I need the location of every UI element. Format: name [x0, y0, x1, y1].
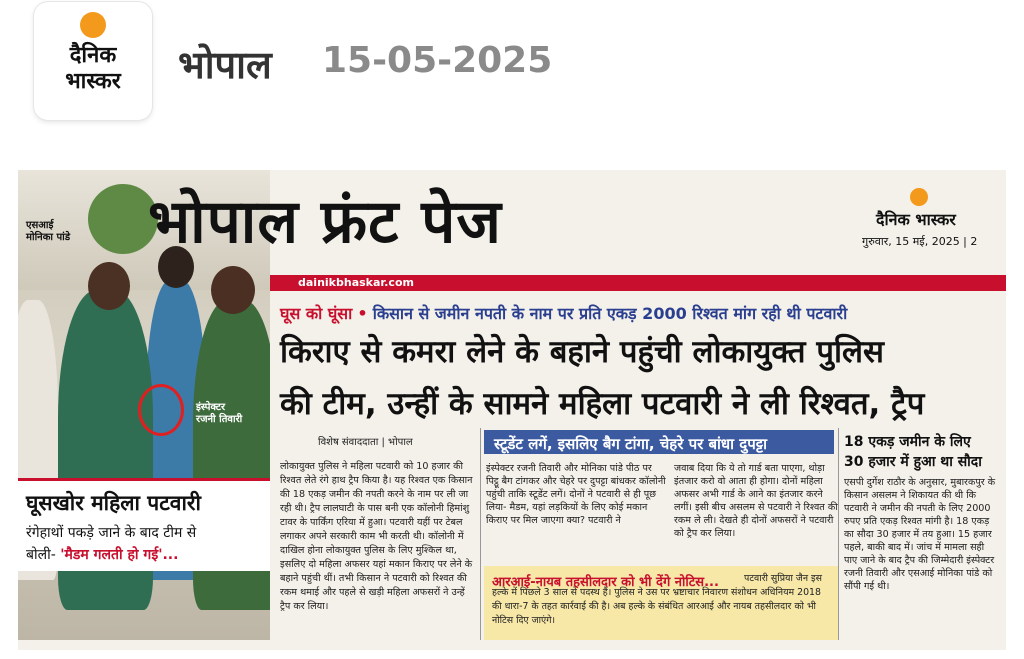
photo-caption-box: [18, 478, 270, 571]
story-kicker: घूस को घूंसा • किसान से जमीन नपती के नाम पर प्रति एकड़ 2000 रिश्वत मांग रही थी पटवारी: [280, 304, 848, 323]
caption-quote-line: बोली- 'मैडम गलती हो गई'...: [26, 547, 179, 563]
sidebar-headline-2: 30 हजार में हुआ था सौदा: [844, 454, 982, 470]
newspaper-page[interactable]: [18, 170, 1006, 650]
story-body-col3: जवाब दिया कि ये तो गार्ड बता पाएगा, थोड़ा इंतजार करो वो आता ही होगा। दोनों महिला अफसर अभी गार्ड के आने का इंतजार करने लगीं। इसी बीच असलम से पटवारी ने रिश्वत की रकम ले ली। देखते ही दोनों अफसरों ने पटवारी को ट्रैप कर लिया।: [674, 463, 838, 539]
sun-icon: [910, 188, 928, 206]
site-url: dainikbhaskar.com: [298, 276, 414, 289]
app-logo[interactable]: [34, 2, 152, 120]
caption-headline: घूसखोर महिला पटवारी: [26, 491, 201, 515]
caption-subline: रंगेहाथों पकड़े जाने के बाद टीम से: [26, 525, 197, 541]
subhead-title: स्टूडेंट लगें, इसलिए बैग टांगा, चेहरे पर बांधा दुपट्टा: [494, 435, 767, 453]
masthead-name: दैनिक भास्कर: [876, 210, 956, 229]
logo-text-line2: भास्कर: [65, 69, 121, 94]
edition-date: 15-05-2025: [322, 40, 553, 81]
sun-icon: [80, 12, 106, 38]
sidebar-headline-1: 18 एकड़ जमीन के लिए: [844, 434, 971, 450]
logo-text-line1: दैनिक: [69, 43, 117, 68]
highlight-circle: [138, 384, 184, 436]
edition-city: भोपाल: [178, 43, 272, 87]
byline: विशेष संवाददाता | भोपाल: [318, 437, 413, 448]
photo-label-inspector: इंस्पेक्टर रजनी तिवारी: [196, 402, 243, 425]
story-body-col2: इंस्पेक्टर रजनी तिवारी और मोनिका पांडे पीठ पर पिट्ठू बैग टांगकर और चेहरे पर दुपट्टा बांधकर कॉलोनी पहुंची ताकि स्टूडेंट लगें। दोनों ने पटवारी से ही पूछ लिया- मैडम, यहां लड़कियों के लिए कोई मकान किराए पर मिल जाएगा क्या? पटवारी ने: [486, 463, 666, 526]
front-page-title: भोपाल फ्रंट पेज: [148, 187, 502, 257]
headline-line-1: किराए से कमरा लेने के बहाने पहुंची लोकायुक्त पुलिस: [280, 334, 885, 370]
headline-line-2: की टीम, उन्हीं के सामने महिला पटवारी ने ली रिश्वत, ट्रैप: [280, 386, 925, 422]
masthead-date: गुरुवार, 15 मई, 2025 | 2: [862, 235, 978, 248]
photo-label-si: एसआई मोनिका पांडे: [26, 220, 71, 243]
story-body-col1: लोकायुक्त पुलिस ने महिला पटवारी को 10 हजार की रिश्वत लेते रंगे हाथ ट्रैप किया है। यह रिश्वत एक किसान की 18 एकड़ जमीन की नपती करने के नाम पर ली जा रही थी। ट्रैप लालघाटी के पास बनी एक कॉलोनी हिमांशु टावर के पार्किंग एरिया में हुआ। पटवारी यहीं पर टेबल लगाकर अपने सरकारी काम भी करती थी। कॉलोनी में दाखिल होना लोकायुक्त पुलिस के लिए मुश्किल था, इसलिए दो महिला अफसर यहां मकान किराए पर लेने के बहाने पहुंची थीं। तभी किसान ने पटवारी को रिश्वत की रकम थमाई और पहले से खड़ी महिला अफसरों ने उन्हें ट्रैप कर लिया।: [280, 461, 473, 612]
notice-body: पटवारी सुप्रिया जैन इस हल्के में पिछले 3 साल से पदस्थ हैं। पुलिस ने उस पर भ्रष्टाचार निवारण संशोधन अधिनियम 2018 की धारा-7 के तहत कार्रवाई की है। अब हल्के के संबंधित आरआई और नायब तहसीलदार को भी नोटिस दिए जाएंगे।: [492, 573, 822, 626]
sidebar-body: एसपी दुर्गेश राठौर के अनुसार, मुबारकपुर के किसान असलम ने शिकायत की थी कि पटवारी ने जमीन की नपती के लिए 2000 रुपए प्रति एकड़ रिश्वत मांगी है। 18 एकड़ का सौदा 30 हजार में तय हुआ। 15 हजार पहले, बाकी बाद में। जांच में मामला सही पाए जाने के बाद ट्रैप की जिम्मेदारी इंस्पेक्टर रजनी तिवारी और एसआई मोनिका पांडे को सौंपी गई थी।: [844, 477, 996, 592]
notice-title: आरआई-नायब तहसीलदार को भी देंगे नोटिस...: [492, 575, 719, 590]
